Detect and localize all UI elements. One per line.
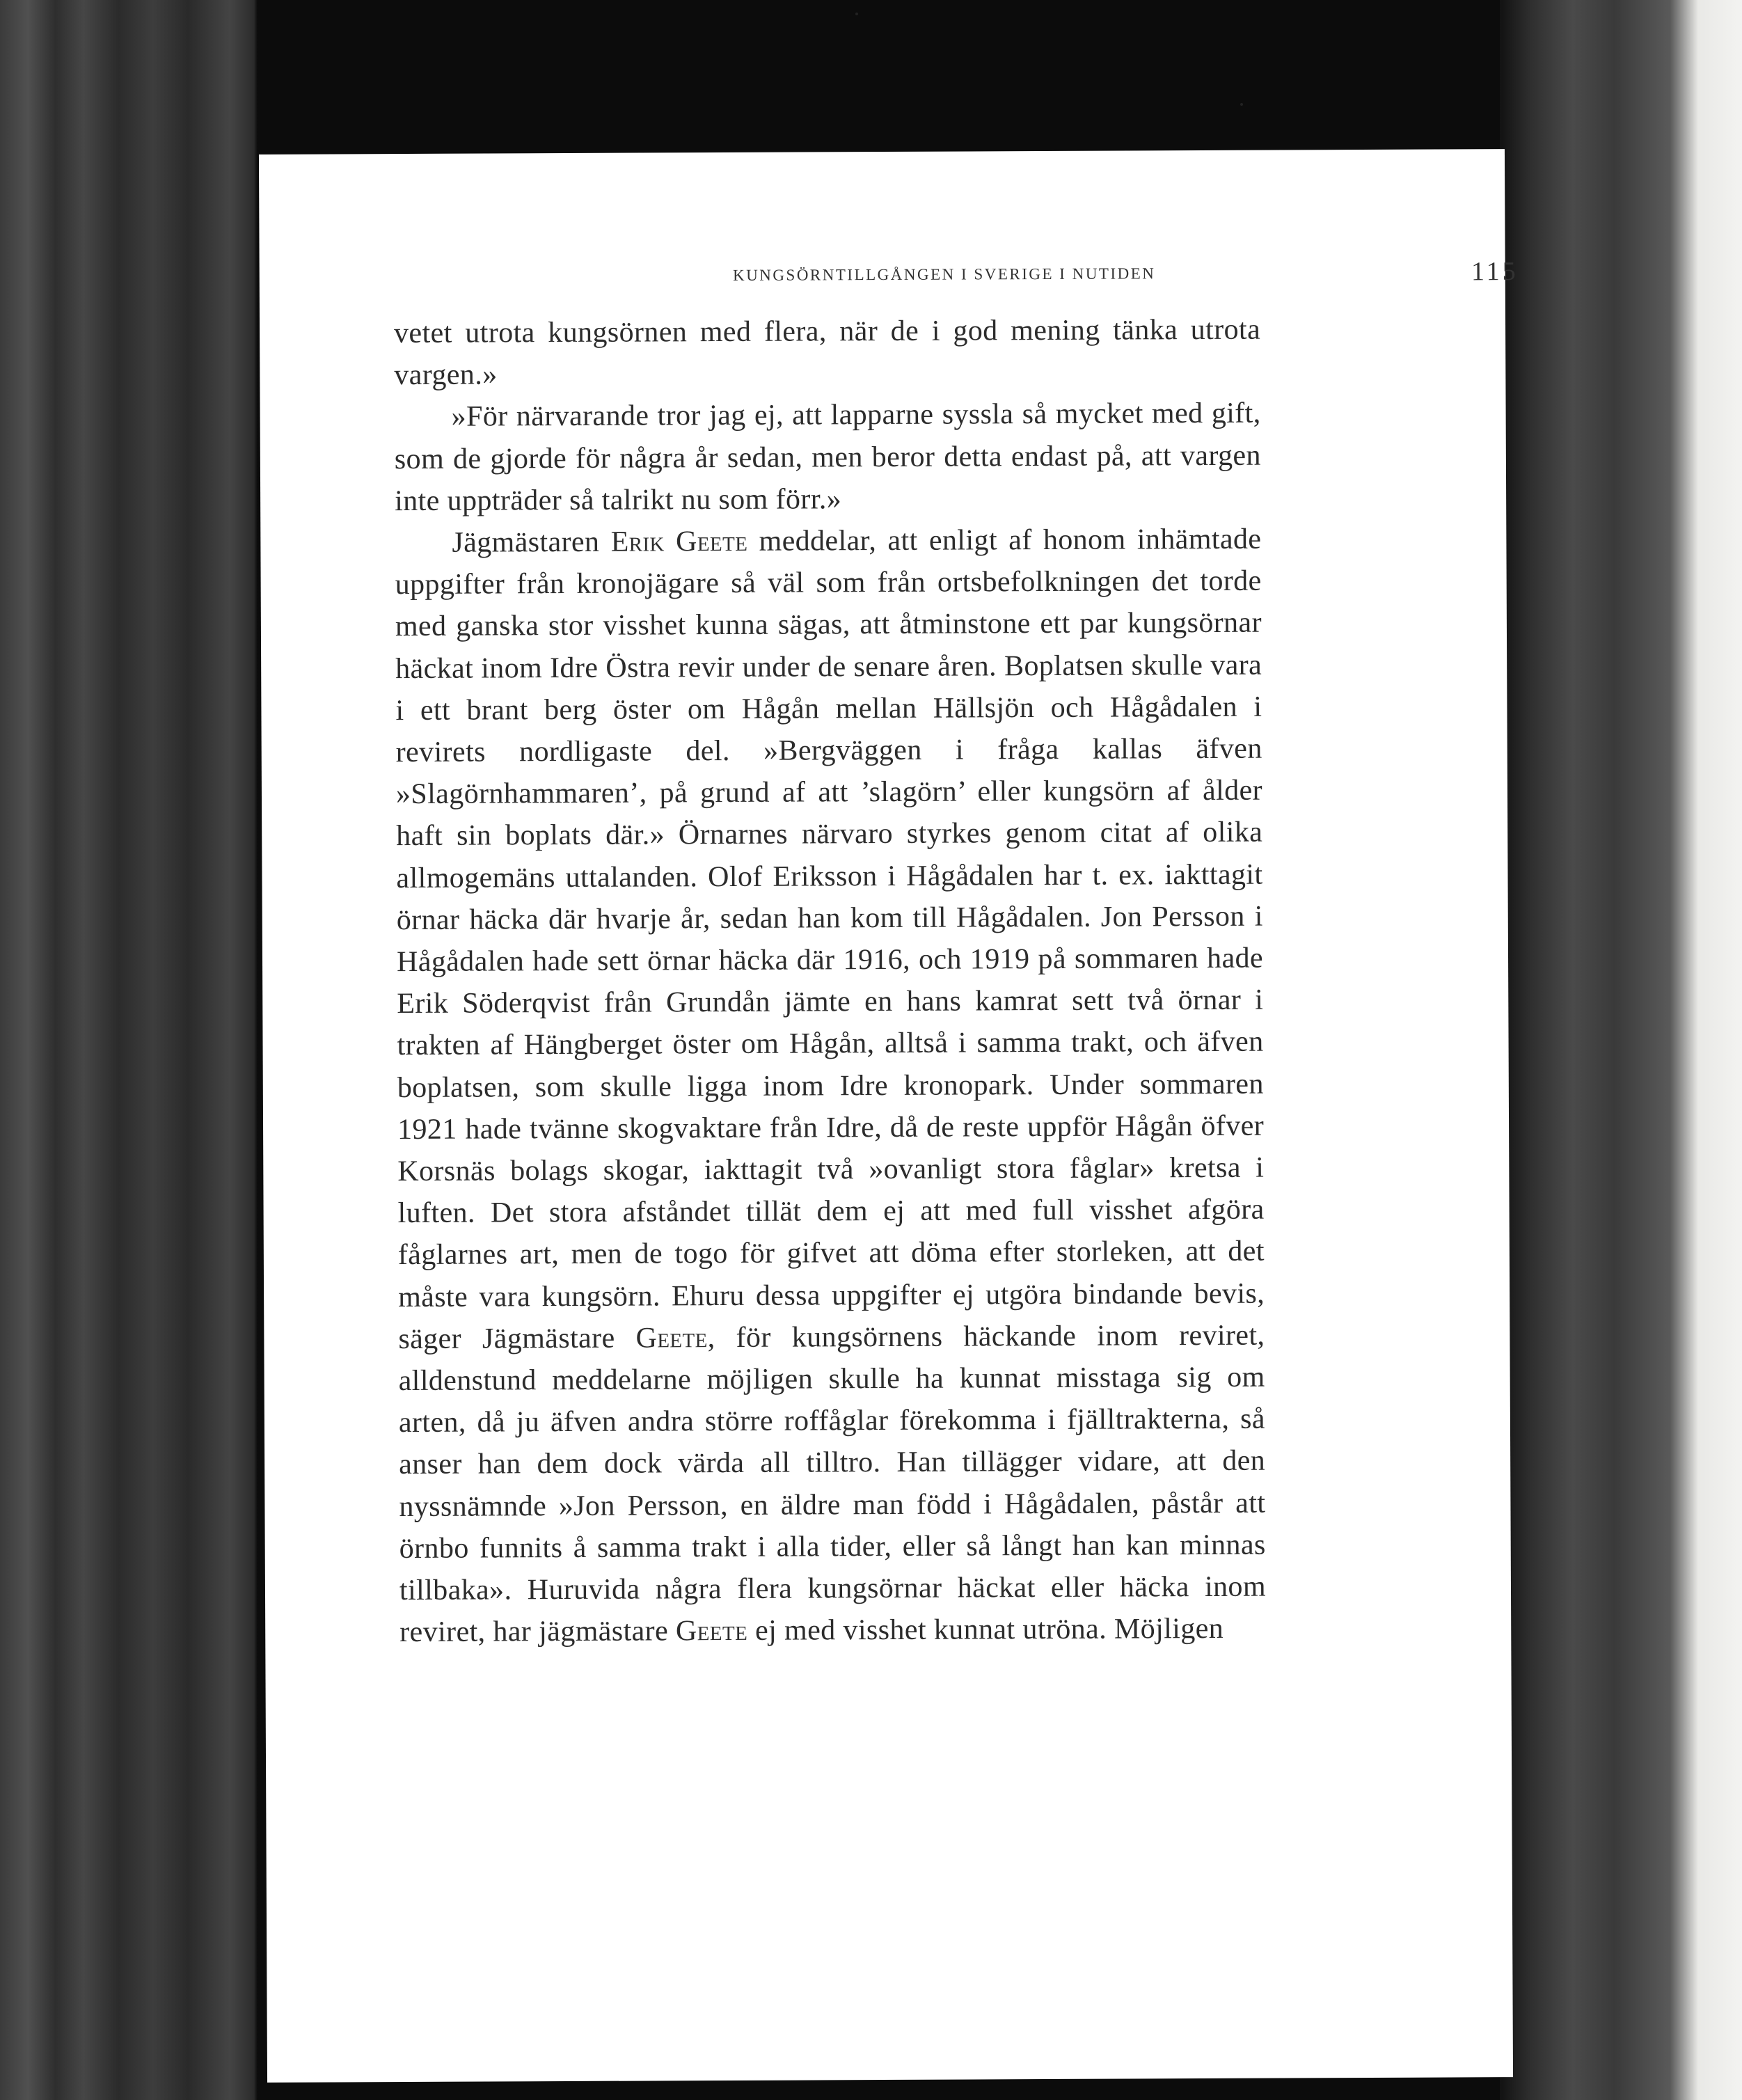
paragraph-text: ej med visshet kunnat utröna. Möjligen xyxy=(747,1613,1224,1648)
person-name: Geete xyxy=(675,1615,748,1648)
body-text xyxy=(394,309,1266,1654)
dust-speck xyxy=(855,13,858,15)
running-head-title: KUNGSÖRNTILLGÅNGEN I SVERIGE I NUTIDEN xyxy=(733,265,1156,284)
paragraph-continued: vetet utrota kungsörnen med flera, när de i god mening tänka utrota vargen.» xyxy=(393,313,1261,392)
book-page xyxy=(259,149,1519,2083)
page-number: 115 xyxy=(1471,257,1519,287)
person-name: Geete xyxy=(635,1321,708,1355)
paragraph-text: meddelar, att enligt af honom inhämtade uppgifter från kronojägare så väl som från ortsbefolkningen det torde med ganska stor visshet kunna sägas, att åtminstone ett par kungsörnar häckat inom Idre Östra revir under de senare åren. Boplatsen skulle vara i ett brant berg öster om Hågån mellan Hällsjön och Hågådalen i revirets nordligaste del. »Bergväggen i fråga kallas äfven »Slagörnhammaren’, på grund af att ’slagörn’ eller kungsörn af ålder haft sin boplats där.» Örnarnes närvaro styrkes genom citat af olika allmogemäns uttalanden. Olof Eriksson i Hågådalen har t. ex. iakttagit örnar häcka där hvarje år, sedan han kom till Hågådalen. Jon Persson i Hågådalen hade sett örnar häcka där 1916, och 1919 på sommaren hade Erik Söderqvist från Grundån jämte en hans kamrat sett två örnar i trakten af Hängberget öster om Hågån, alltså i samma trakt, och äfven boplatsen, som skulle ligga inom Idre kronopark. Under sommaren 1921 hade tvänne skogvaktare från Idre, då de reste uppför Hågån öfver Korsnäs bolags skogar, iakttagit två »ovanligt stora fåglar» kretsa i luften. Det stora afståndet tillät dem ej att med full visshet afgöra fåglarnes art, men de togo för gifvet att döma efter storleken, att det måste vara kungsörn. Ehuru dessa uppgifter ej utgöra bindande bevis, säger Jägmästare xyxy=(395,523,1265,1355)
person-name: Erik Geete xyxy=(610,525,748,558)
paragraph-geete-report xyxy=(395,519,1266,1654)
paragraph-text: Jägmästaren xyxy=(452,526,611,559)
paragraph-text: , för kungsörnens häckande inom reviret, alldenstund meddelarne möjligen skulle ha kunnat misstaga sig om arten, då ju äfven andra större roffåglar förekomma i fjälltrakterna, så anser han dem dock värda all tilltro. Han tillägger vidare, att den nyssnämnde »Jon Persson, en äldre man född i Hågådalen, påstår att örnbo funnits å samma trakt i alla tider, eller så långt han kan minnas tillbaka». Huruvida några flera kungsörnar häckat eller häcka inom reviret, har jägmästare xyxy=(398,1319,1267,1649)
dust-speck xyxy=(1240,103,1243,106)
paragraph-quote: »För närvarande tror jag ej, att lapparne syssla så mycket med gift, som de gjorde för några år sedan, men beror detta endast på, att vargen inte uppträder så talrikt nu som förr.» xyxy=(394,397,1261,517)
running-head xyxy=(562,255,1519,301)
